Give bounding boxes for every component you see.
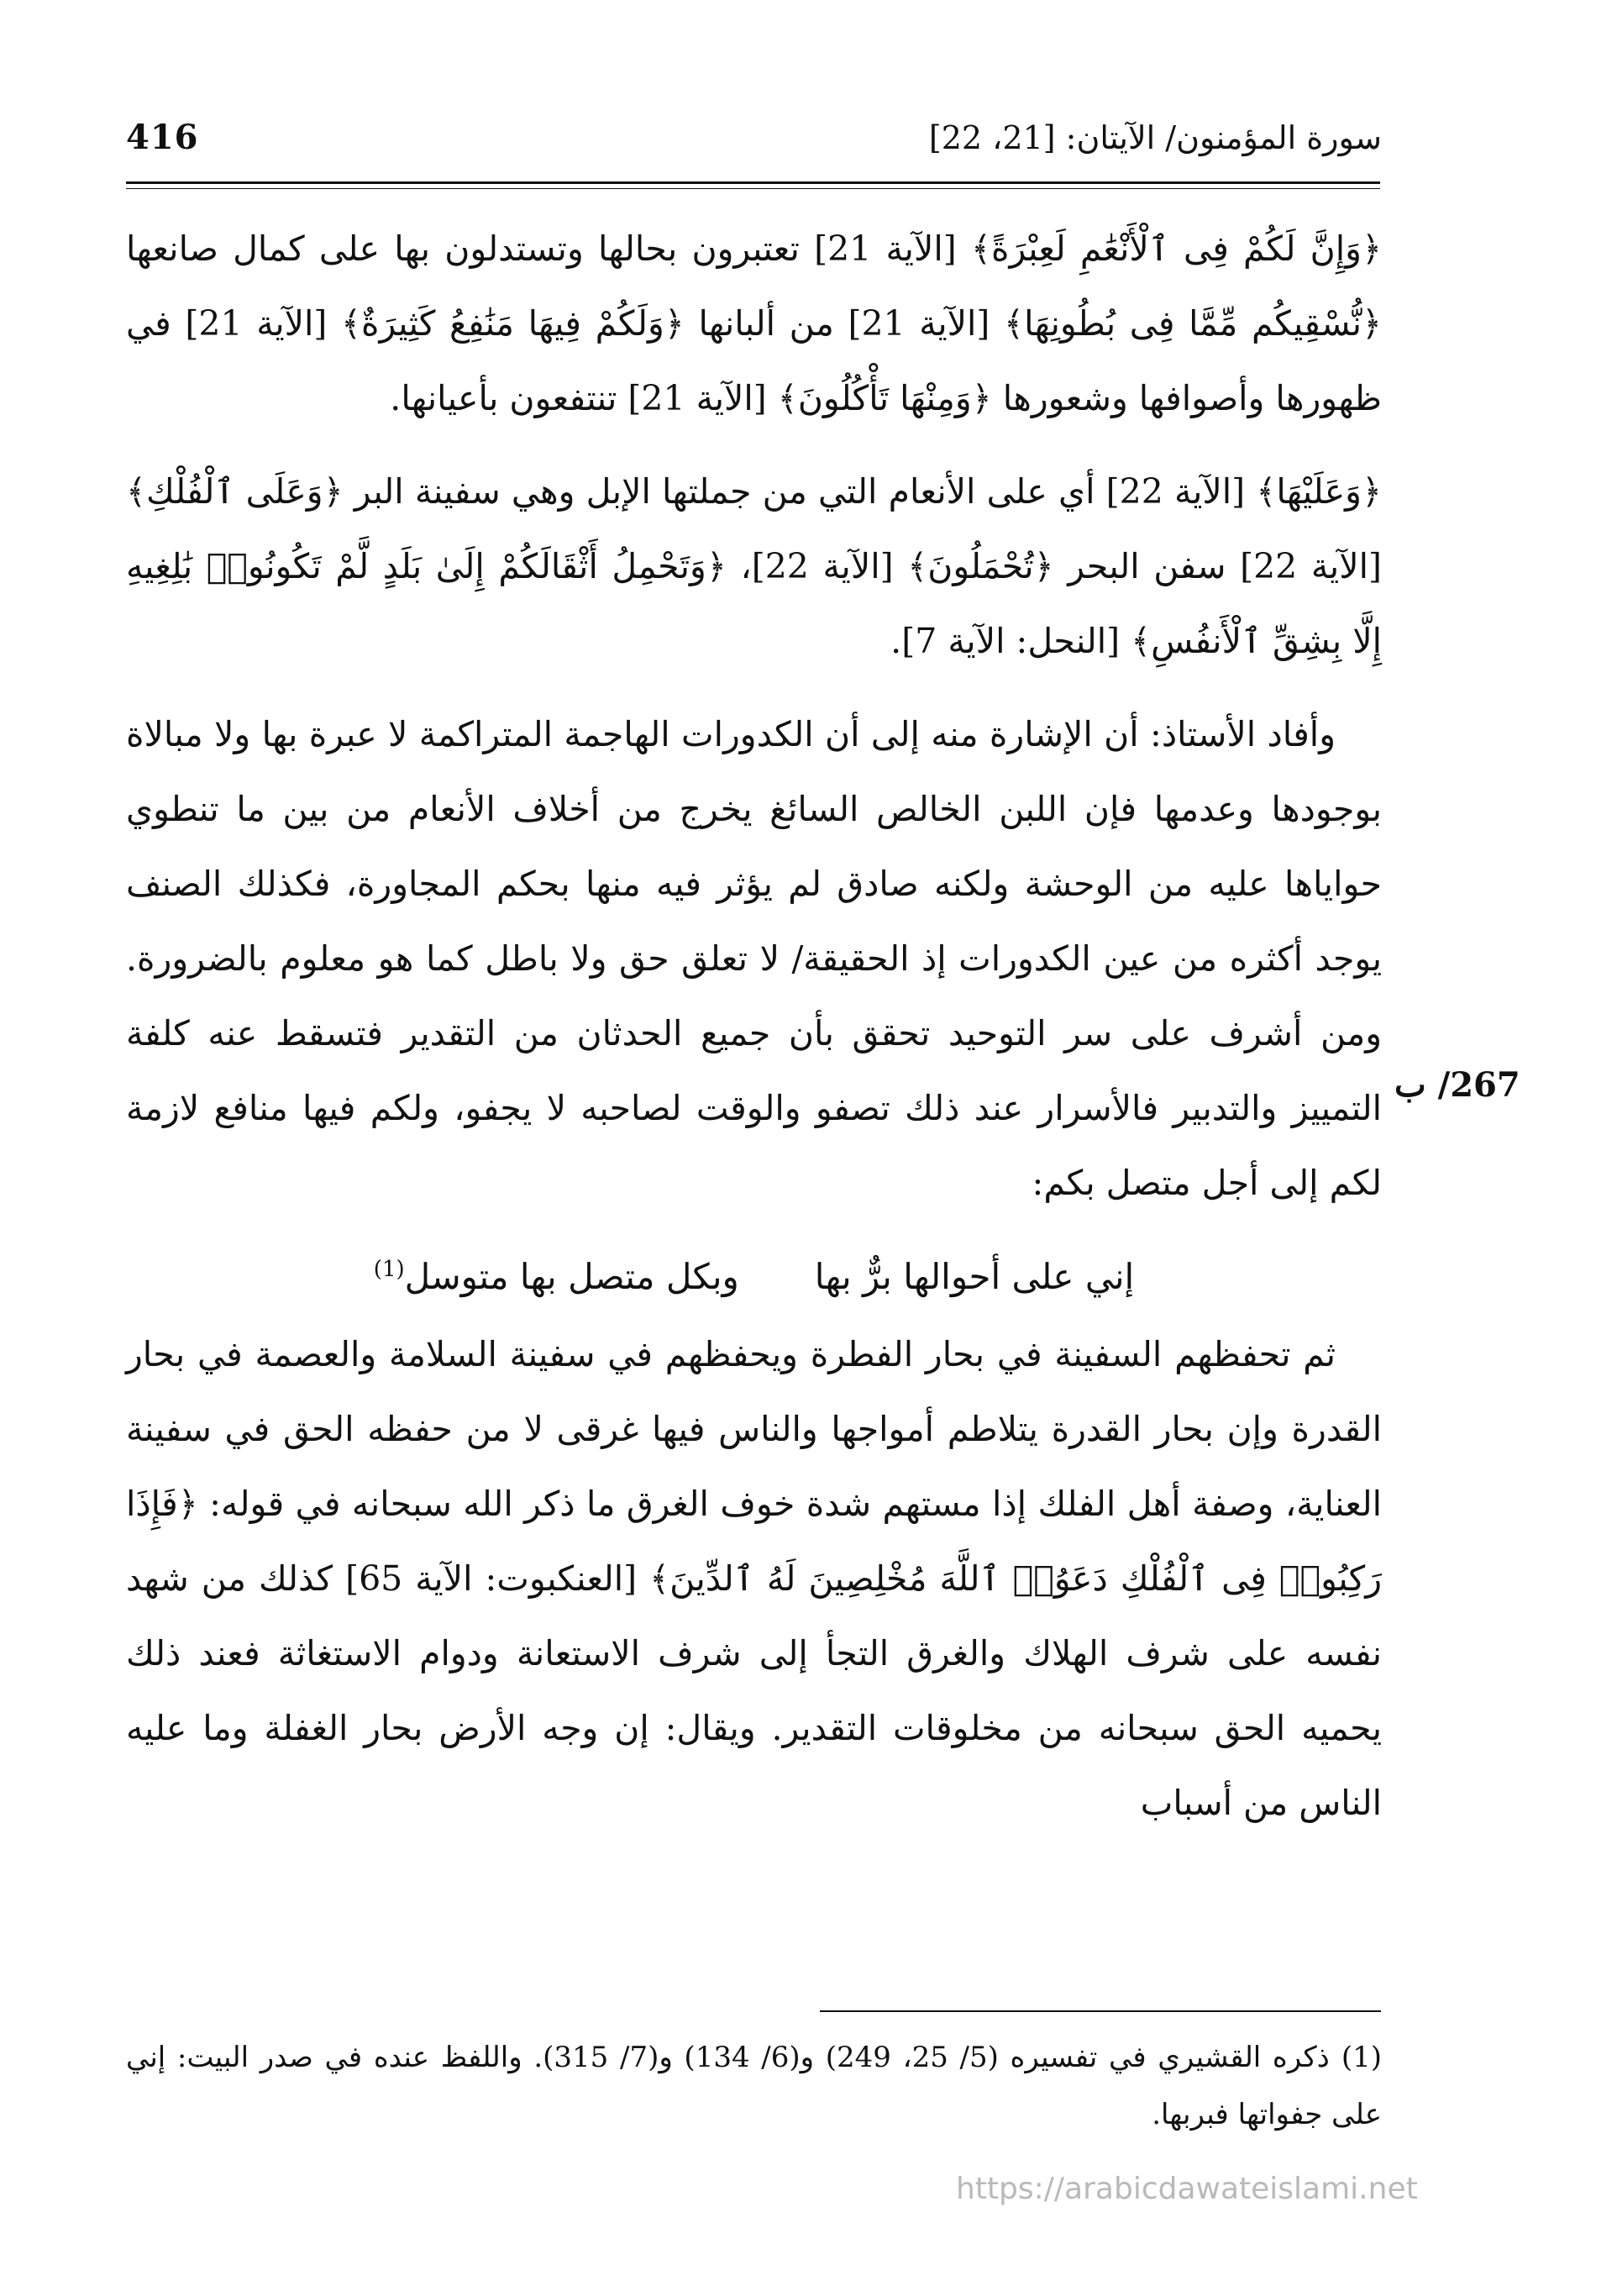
watermark-url: https://arabicdawateislami.net xyxy=(956,2172,1418,2206)
header-rule-thin xyxy=(126,188,1380,189)
main-text xyxy=(126,212,1382,1859)
header-rule xyxy=(126,181,1380,184)
running-title: سورة المؤمنون/ الآيتان: [21، 22] xyxy=(928,119,1382,156)
paragraph-verse-21: ﴿وَإِنَّ لَكُمْ فِى ٱلْأَنْعَٰمِ لَعِبْرَةً﴾ [الآية 21] تعتبرون بحالها وتستدلون بها على كمال صانعها ﴿نُّسْقِيكُم مِّمَّا فِى بُطُونِهَا﴾ [الآية 21] من ألبانها ﴿وَلَكُمْ فِيهَا مَنَٰفِعُ كَثِيرَةٌ﴾ [الآية 21] في ظهورها وأصوافها وشعورها ﴿وَمِنْهَا تَأْكُلُونَ﴾ [الآية 21] تنتفعون بأعيانها. xyxy=(126,229,1383,418)
paragraph-after-verse: ثم تحفظهم السفينة في بحار الفطرة ويحفظهم في سفينة السلامة والعصمة في بحار القدرة وإن بحار القدرة يتلاطم أمواجها والناس فيها غرقى لا من حفظه الحق في سفينة العناية، وصفة أهل الفلك إذا مستهم شدة خوف الغرق ما ذكر الله سبحانه في قوله: ﴿فَإِذَا رَكِبُوا۟ فِى ٱلْفُلْكِ دَعَوُا۟ ٱللَّهَ مُخْلِصِينَ لَهُ ٱلدِّينَ﴾ [العنكبوت: الآية 65] كذلك من شهد نفسه على شرف الهلاك والغرق التجأ إلى شرف الاستعانة ودوام الاستغاثة فعند ذلك يحميه الحق سبحانه من مخلوقات التقدير. ويقال: إن وجه الأرض بحار الغفلة وما عليه الناس من أسباب xyxy=(126,1334,1382,1823)
footnotes xyxy=(126,2029,1382,2143)
verse-left-text: وبكل متصل بها متوسل xyxy=(404,1256,739,1297)
footnote-number: (1) xyxy=(1341,2041,1382,2074)
verse-left-hemistich xyxy=(374,1239,739,1314)
paragraph-commentary: وأفاد الأستاذ: أن الإشارة منه إلى أن الكدورات الهاجمة المتراكمة لا عبرة بها ولا مبالاة بوجودها وعدمها فإن اللبن الخالص السائغ يخرج من أخلاف الأنعام من بين ما تنطوي حواياها عليه من الوحشة ولكنه صادق لم يؤثر فيه منها بحكم المجاورة، فكذلك الصنف يوجد أكثره من عين الكدورات إذ الحقيقة/ لا تعلق حق ولا باطل كما هو معلوم بالضرورة. ومن أشرف على سر التوحيد تحقق بأن جميع الحدثان من التقدير فتسقط عنه كلفة التمييز والتدبير فالأسرار عند ذلك تصفو والوقت لصاحبه لا يجفو، ولكم فيها منافع لازمة لكم إلى أجل متصل بكم: xyxy=(126,714,1382,1203)
page-header xyxy=(126,118,1382,168)
poetry-verse xyxy=(126,1239,1382,1314)
footnote-marker: (1) xyxy=(373,1257,405,1282)
footnote-separator xyxy=(820,2010,1381,2012)
footnote-text: ذكره القشيري في تفسيره (5/ 25، 249) و(6/ 134) و(7/ 315). واللفظ عنده في صدر البيت: إني على جفواتها فبربها. xyxy=(126,2041,1382,2131)
verse-right-hemistich: إني على أحوالها برٌّ بها xyxy=(814,1256,1135,1297)
page-number: 416 xyxy=(126,118,199,157)
manuscript-folio-note: 267/ ب xyxy=(1394,1065,1520,1105)
paragraph-verse-22: ﴿وَعَلَيْهَا﴾ [الآية 22] أي على الأنعام التي من جملتها الإبل وهي سفينة البر ﴿وَعَلَى ٱلْفُلْكِ﴾ [الآية 22] سفن البحر ﴿تُحْمَلُونَ﴾ [الآية 22]، ﴿وَتَحْمِلُ أَثْقَالَكُمْ إِلَىٰ بَلَدٍ لَّمْ تَكُونُوا۟ بَٰلِغِيهِ إِلَّا بِشِقِّ ٱلْأَنفُسِ﴾ [النحل: الآية 7]. xyxy=(126,471,1382,661)
footnote-item xyxy=(126,2029,1382,2143)
